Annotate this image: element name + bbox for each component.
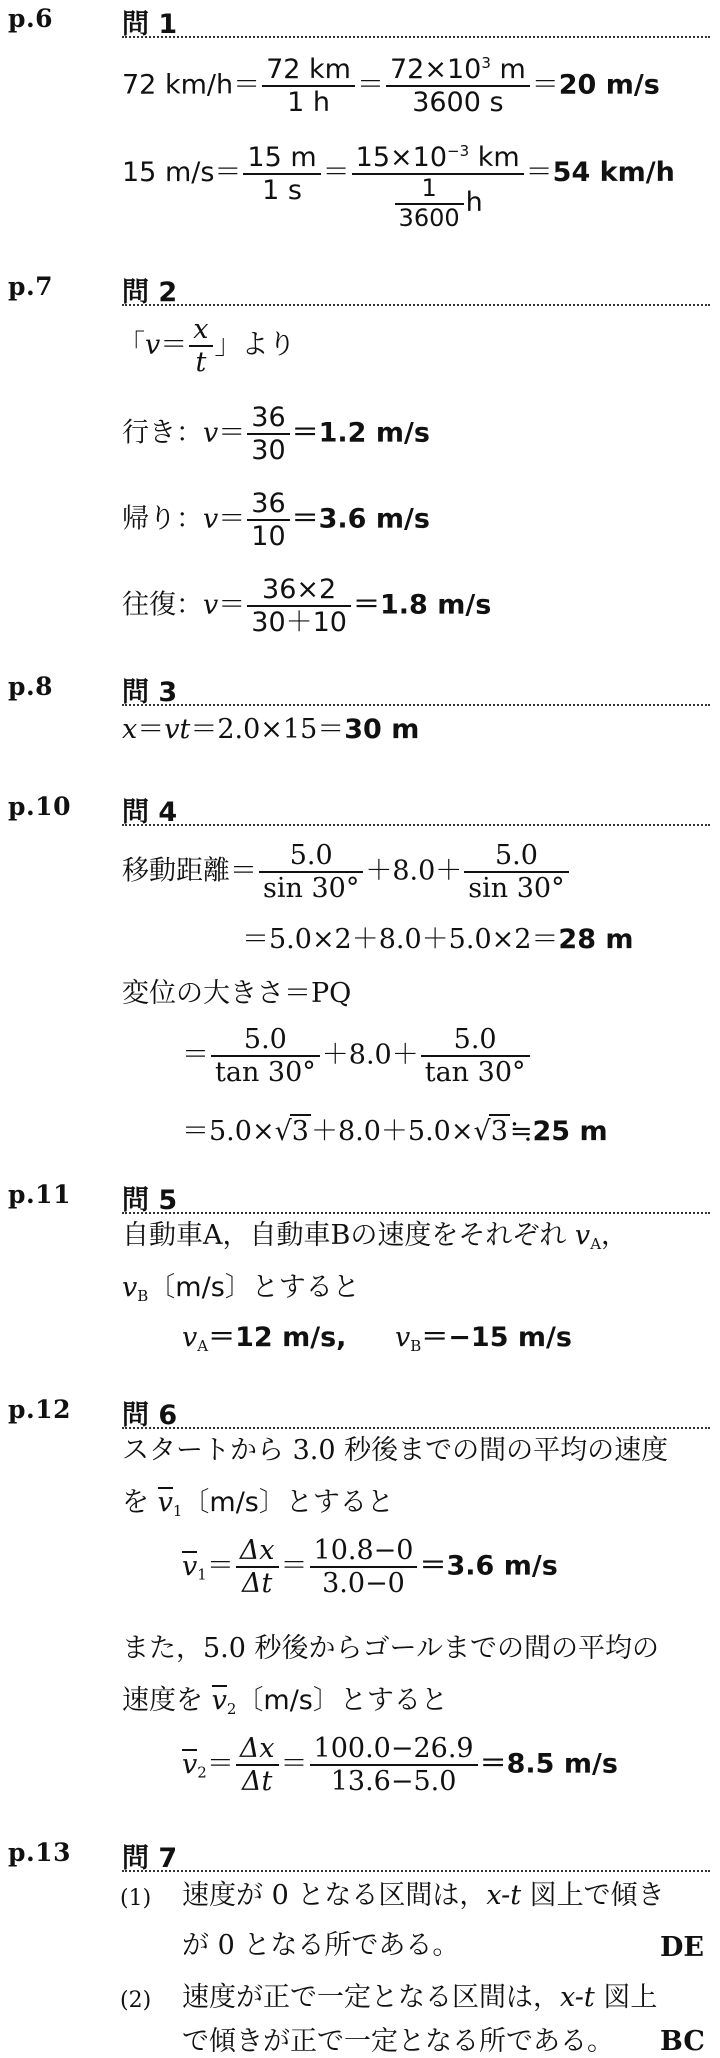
- page-number: p.6: [8, 4, 54, 33]
- equals: ＝: [218, 417, 246, 449]
- page-number: p.10: [8, 792, 71, 821]
- equals: ＝: [214, 157, 242, 189]
- fraction: [259, 840, 363, 904]
- text: 速度が正で一定となる区間は，: [182, 1982, 560, 2013]
- num-a: 15×10: [355, 142, 447, 173]
- var-x: x: [122, 714, 138, 745]
- var-v-bar: v: [211, 1685, 227, 1716]
- var-xt: x-t: [560, 1982, 595, 2013]
- fraction: [247, 402, 289, 466]
- text-line: [122, 1487, 394, 1520]
- question-label: 問 1: [122, 9, 178, 40]
- equals: ＝: [182, 1039, 209, 1071]
- text: ，: [601, 1220, 629, 1251]
- equals: ＝: [218, 503, 246, 535]
- expr: ＋8.0＋5.0×: [310, 1116, 474, 1147]
- fraction: [247, 574, 351, 638]
- answer: 28 m: [558, 924, 634, 955]
- label: 往復：: [122, 589, 203, 621]
- equals: ＝: [525, 157, 553, 189]
- equals: ＝: [531, 69, 559, 101]
- text: とすると: [251, 1272, 360, 1303]
- equals: ＝: [218, 589, 246, 621]
- unit: 〔m/s〕: [182, 1487, 286, 1518]
- numerator: 36×2: [247, 574, 351, 607]
- expr: ＝2.0×15＝: [190, 714, 345, 745]
- answer: BC: [660, 2026, 705, 2057]
- denominator: sin 30°: [468, 873, 565, 905]
- expr: ＝5.0×: [182, 1116, 275, 1147]
- text-line: スタートから 3.0 秒後までの間の平均の速度: [122, 1435, 669, 1466]
- denominator: 30＋10: [251, 607, 347, 639]
- answer: ＝3.6 m/s: [419, 1550, 558, 1582]
- answer: ＝3.6 m/s: [291, 503, 430, 535]
- page-number: p.12: [8, 1395, 71, 1424]
- equation-line: [182, 1024, 532, 1088]
- label: 帰り：: [122, 503, 203, 535]
- approx: ≒: [509, 1116, 533, 1147]
- denominator: [352, 175, 524, 232]
- fraction: [262, 54, 355, 118]
- fraction: [189, 314, 212, 378]
- equation-line: [122, 402, 430, 466]
- fraction: [211, 1024, 320, 1088]
- dotted-rule: [122, 304, 710, 306]
- fraction: [236, 1733, 279, 1797]
- answer: ＝−15 m/s: [421, 1322, 572, 1353]
- denominator: 3.0−0: [322, 1568, 405, 1600]
- text-line: [122, 1272, 360, 1305]
- subscript: 1: [172, 1502, 183, 1520]
- radicand: 3: [291, 1116, 309, 1147]
- dotted-rule: [122, 1427, 710, 1429]
- numerator: 72 km: [262, 54, 355, 87]
- equals: ＝: [322, 157, 350, 189]
- text: 自動車A，自動車Bの速度をそれぞれ: [122, 1220, 575, 1251]
- text: とすると: [339, 1685, 448, 1716]
- subscript: B: [410, 1337, 422, 1355]
- answer: 20 m/s: [558, 69, 660, 101]
- equals: ＝: [160, 329, 188, 361]
- dotted-rule: [122, 1212, 710, 1214]
- answer: DE: [660, 1932, 704, 1963]
- answer: ＝1.8 m/s: [352, 589, 492, 621]
- denominator: tan 30°: [215, 1057, 316, 1089]
- num-b: km: [469, 142, 520, 173]
- equation-line: [122, 840, 571, 904]
- num-a: 72×10: [389, 54, 482, 85]
- dotted-rule: [122, 704, 710, 706]
- text: 速度が 0 となる区間は，: [182, 1880, 487, 1911]
- var-v: v: [122, 1272, 138, 1303]
- numerator: 5.0: [421, 1024, 530, 1057]
- var-v: v: [182, 1322, 198, 1353]
- equation-line: [182, 1535, 558, 1599]
- var-v: v: [145, 329, 161, 361]
- denominator: t: [195, 347, 207, 379]
- text-line: [122, 1220, 628, 1253]
- subscript: 1: [197, 1565, 207, 1584]
- var-v: v: [203, 417, 219, 449]
- text: 速度を: [122, 1685, 212, 1716]
- unit: 〔m/s〕: [148, 1272, 252, 1303]
- label: 移動距離＝: [122, 855, 257, 887]
- item-number: (1): [120, 1886, 152, 1911]
- answer: 30 m: [344, 714, 420, 745]
- expr: ＋8.0＋: [321, 1039, 419, 1071]
- subscript: 2: [226, 1700, 237, 1718]
- var-xt: x-t: [486, 1880, 522, 1911]
- fraction: [247, 488, 289, 552]
- equals: ＝: [137, 714, 165, 745]
- answer: ＝8.5 m/s: [479, 1748, 618, 1780]
- equation-line: [182, 1114, 608, 1148]
- unit: 〔m/s〕: [236, 1685, 340, 1716]
- denominator: 1 h: [287, 87, 330, 119]
- numerator: x: [189, 314, 212, 347]
- text-line: [182, 1880, 665, 1912]
- page-number: p.7: [8, 272, 54, 301]
- var-vt: vt: [164, 714, 191, 745]
- equals: ＝: [356, 69, 384, 101]
- denominator: 10: [251, 521, 286, 553]
- subscript: B: [137, 1287, 149, 1305]
- denominator: 1 s: [262, 175, 302, 207]
- question-label: 問 7: [122, 1843, 178, 1874]
- fraction: [243, 142, 320, 206]
- denominator: 13.6−5.0: [330, 1766, 457, 1798]
- fraction: [395, 175, 464, 232]
- text: 」より: [214, 329, 296, 361]
- equals: ＝: [206, 1748, 234, 1780]
- equation-line: [122, 142, 675, 232]
- numerator: 36: [247, 488, 289, 521]
- var-v: v: [203, 589, 219, 621]
- subscript: A: [590, 1235, 602, 1253]
- fraction: [386, 54, 530, 118]
- numerator: 5.0: [259, 840, 363, 873]
- expr: ＝5.0×2＋8.0＋5.0×2＝: [242, 924, 559, 955]
- radicand: 3: [490, 1116, 508, 1147]
- bracket-open: 「: [118, 329, 145, 361]
- numerator: [352, 142, 524, 175]
- var-v-bar: v: [157, 1487, 173, 1518]
- equation-line: [182, 1322, 572, 1355]
- fraction: [421, 1024, 530, 1088]
- question-label: 問 5: [122, 1185, 178, 1216]
- denominator: Δt: [242, 1766, 273, 1798]
- equation-line: [242, 924, 634, 956]
- numerator: [386, 54, 530, 87]
- text: を: [122, 1487, 158, 1518]
- numerator: 15 m: [243, 142, 320, 175]
- numerator: 1: [395, 175, 464, 205]
- equation-line: [122, 574, 491, 638]
- numerator: Δx: [236, 1535, 279, 1568]
- dotted-rule: [122, 824, 710, 826]
- question-label: 問 2: [122, 277, 178, 308]
- numerator: Δx: [236, 1733, 279, 1766]
- equals: ＝: [280, 1748, 308, 1780]
- denominator: 3600 s: [412, 87, 504, 119]
- answer: ＝1.2 m/s: [291, 417, 430, 449]
- var-v-bar: v: [182, 1748, 198, 1780]
- question-label: 問 4: [122, 797, 178, 828]
- page-number: p.11: [8, 1180, 71, 1209]
- exponent: 3: [481, 54, 491, 72]
- exponent: −3: [447, 142, 470, 160]
- text: 図上: [594, 1982, 658, 2013]
- expr: 72 km/h: [122, 69, 234, 101]
- equals: ＝: [280, 1550, 308, 1582]
- denominator: 3600: [398, 203, 460, 232]
- answer: ＝12 m/s,: [208, 1322, 347, 1353]
- denominator: Δt: [242, 1568, 273, 1600]
- text-line: 変位の大きさ＝PQ: [122, 978, 352, 1009]
- expr: ＋8.0＋: [365, 855, 463, 887]
- equals: ＝: [206, 1550, 234, 1582]
- numerator: 100.0−26.9: [310, 1733, 478, 1766]
- equation-line: [122, 488, 430, 552]
- equation-line: [122, 54, 660, 118]
- label: 行き：: [122, 417, 203, 449]
- numerator: 5.0: [211, 1024, 320, 1057]
- text: とすると: [285, 1487, 394, 1518]
- numerator: 10.8−0: [310, 1535, 418, 1568]
- denominator: 30: [251, 435, 286, 467]
- subscript: 2: [197, 1763, 207, 1782]
- question-label: 問 3: [122, 677, 178, 708]
- fraction: [464, 840, 568, 904]
- fraction: [236, 1535, 279, 1599]
- text-line: [182, 1982, 657, 2014]
- equation-line: [118, 314, 296, 378]
- equals: ＝: [233, 69, 261, 101]
- answer: 54 km/h: [552, 157, 675, 189]
- var-v: v: [395, 1322, 411, 1353]
- sqrt-sign: √: [473, 1116, 491, 1147]
- text: 図上で傾き: [521, 1880, 665, 1911]
- denominator: tan 30°: [424, 1057, 526, 1089]
- question-label: 問 6: [122, 1400, 178, 1431]
- numerator: 5.0: [464, 840, 568, 873]
- dotted-rule: [122, 1870, 710, 1872]
- text-line: が 0 となる所である。: [182, 1930, 460, 1961]
- text-line: で傾きが正で一定となる所である。: [182, 2026, 614, 2057]
- equation-line: [182, 1733, 618, 1797]
- expr: 15 m/s: [122, 157, 215, 189]
- fraction: [352, 142, 524, 232]
- fraction: [310, 1733, 478, 1797]
- var-v-bar: v: [182, 1550, 198, 1582]
- var-v: v: [574, 1220, 591, 1251]
- fraction: [310, 1535, 418, 1599]
- page-number: p.13: [8, 1838, 71, 1867]
- equation-line: [122, 714, 419, 746]
- subscript: A: [197, 1337, 209, 1355]
- text-line: [122, 1685, 448, 1718]
- answer: 25 m: [532, 1116, 608, 1147]
- page-number: p.8: [8, 672, 54, 701]
- unit: h: [465, 187, 483, 219]
- num-b: m: [490, 54, 526, 85]
- text-line: また，5.0 秒後からゴールまでの間の平均の: [122, 1633, 659, 1664]
- dotted-rule: [122, 36, 710, 38]
- var-v: v: [203, 503, 219, 535]
- sqrt-sign: √: [274, 1116, 292, 1147]
- item-number: (2): [120, 1988, 152, 2013]
- denominator: sin 30°: [263, 873, 360, 905]
- numerator: 36: [247, 402, 289, 435]
